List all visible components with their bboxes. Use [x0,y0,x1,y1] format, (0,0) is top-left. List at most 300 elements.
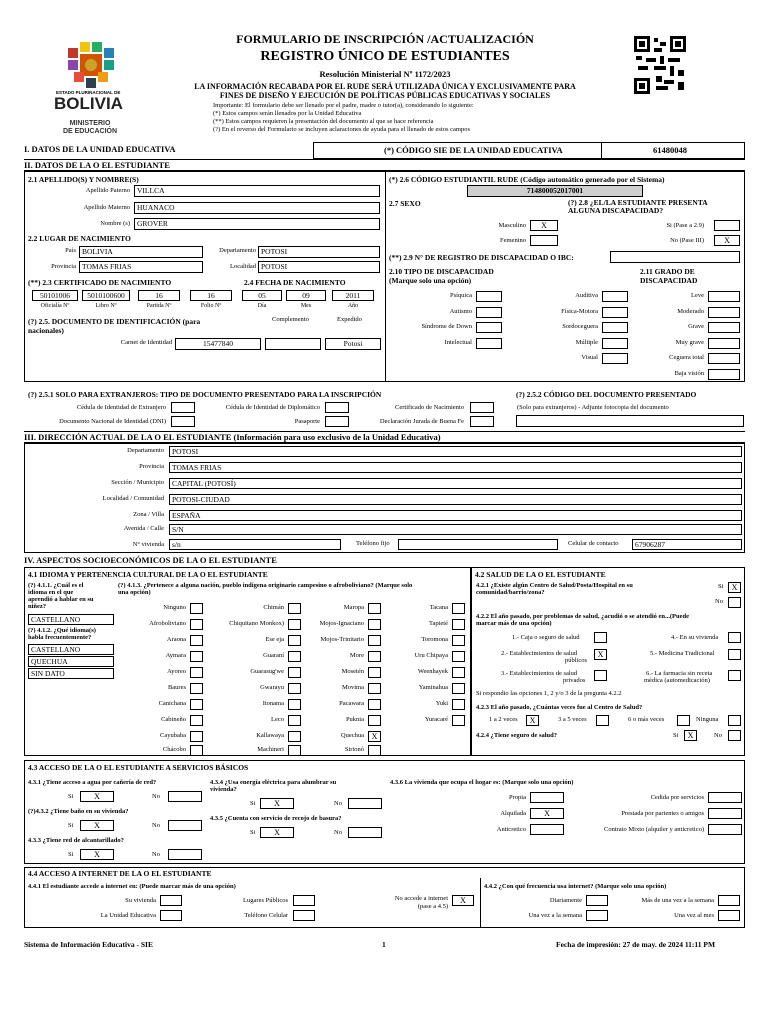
grado-baja-vision: Baja visión [674,370,704,377]
nation-label: Mojos-Ignaciano [319,620,364,627]
si-pase-label: Si (Pase a 2.9) [666,222,704,229]
section-2-divider [385,171,386,382]
nation-label: Maropa [343,604,364,611]
q432-no-checkbox[interactable] [168,820,202,831]
nation-label: Sirionó [344,746,364,753]
logo-ministry-2: DE EDUCACIÓN [62,128,118,135]
nation-label: Tapieté [428,620,448,627]
nation-label: Quechua [340,732,364,739]
note-1: Importante: El formulario debe ser llenado por el padre, madre o tutor(a), considerando lo siguiente: [213,102,474,109]
id-title-2: nacionales) [28,326,64,335]
tipo-down-checkbox[interactable] [476,322,502,333]
ext-code-title: (?) 2.5.2 CÓDIGO DEL DOCUMENTO PRESENTADO [516,390,697,399]
bolivia-coat-of-arms-logo [64,38,120,90]
nation-checkbox[interactable] [368,667,381,678]
freq-semana-checkbox[interactable] [586,910,608,921]
lang-frequent-2[interactable]: QUECHUA [28,656,114,667]
nation-label: Yaminahua [418,684,448,691]
viv-anticretico: Anticretico [496,826,526,833]
tipo-autismo: Autismo [449,308,472,315]
q433-si-checkbox[interactable]: X [80,849,114,860]
q422-opt-6-checkbox[interactable] [728,670,741,681]
ext-dipl-checkbox[interactable] [325,402,349,413]
q433-question: 4.3.3 ¿Tiene red de alcantarillado? [28,837,124,844]
libro-field[interactable]: 5010100600 [82,290,130,301]
ext-dni-label: Documento Nacional de Identidad (DNI) [59,418,166,425]
nation-checkbox[interactable] [452,635,465,646]
grado-baja-vision-checkbox[interactable] [708,369,740,380]
nation-label: Tacana [429,604,448,611]
lang-learned-field[interactable]: CASTELLANO [28,614,114,625]
tipo-sordoceguera-checkbox[interactable] [602,322,628,333]
tipo-title: 2.10 TIPO DE DISCAPACIDAD [389,267,494,276]
materno-field[interactable]: HUANACO [134,202,380,214]
viv-propia: Propia [509,794,526,801]
folio-field[interactable]: 16 [190,290,232,301]
q434-question-2: vivienda? [210,786,237,793]
complemento-label: Complemento [272,316,309,323]
nation-checkbox[interactable] [190,745,203,756]
logo-country: BOLIVIA [54,94,123,113]
nation-checkbox[interactable] [190,651,203,662]
cert-title: (**) 2.3 CERTIFICADO DE NACIMIENTO [28,278,172,287]
q423-opt-4-checkbox[interactable] [728,715,741,726]
nation-label: Ninguno [163,604,186,611]
ext-dipl-label: Cédula de Identidad de Diplomático [225,404,320,411]
id-title: (?) 2.5. DOCUMENTO DE IDENTIFICACIÓN (para [28,317,201,326]
q421-no-label: No [715,598,723,605]
provincia-label: Provincia [51,263,76,270]
q422-opt-2b: públicos [565,657,588,664]
q423-opt-3-checkbox[interactable] [677,715,690,726]
nation-checkbox[interactable] [288,635,301,646]
tipo-visual: Visual [581,354,598,361]
nation-checkbox[interactable] [368,619,381,630]
inet-celular: Teléfono Celular [244,912,288,919]
nation-checkbox[interactable] [190,635,203,646]
nation-label: Baures [167,684,186,691]
q421-no-checkbox[interactable] [728,597,741,608]
inet-publicos: Lugares Públicos [243,897,288,904]
freq-semana: Una vez a la semana [528,912,582,919]
oficialia-caption: Oficialía Nº [40,303,70,309]
q431-si-checkbox[interactable]: X [80,791,114,802]
form-title: FORMULARIO DE INSCRIPCIÓN /ACTUALIZACIÓN [236,32,534,46]
ext-ci-checkbox[interactable] [171,402,195,413]
address-label-0: Departamento [127,447,164,454]
nation-checkbox[interactable] [190,731,203,742]
inet-no-accede-checkbox[interactable]: X [452,895,474,906]
address-field-5[interactable]: S/N [169,524,742,535]
grado-moderado: Moderado [677,308,704,315]
anio-field[interactable]: 2011 [332,290,374,301]
partida-field[interactable]: 16 [138,290,180,301]
freq-mes: Una vez al mes [674,912,714,919]
inet-ue-checkbox[interactable] [160,910,182,921]
q422-opt-1: 1.- Caja o seguro de salud [512,634,580,641]
grado-muy-grave-checkbox[interactable] [708,338,740,349]
q434-si-checkbox[interactable]: X [260,798,294,809]
grado-title-2: DISCAPACIDAD [640,276,698,285]
nation-label: Mojos-Trinitario [320,636,364,643]
lang-frequent-1[interactable]: CASTELLANO [28,644,114,655]
tipo-autismo-checkbox[interactable] [476,307,502,318]
grado-leve: Leve [691,292,704,299]
q411-line-4: niñez? [28,603,47,610]
address-field-0[interactable]: POTOSI [169,446,742,457]
nation-label: Yuki [435,700,448,707]
nation-checkbox[interactable] [452,683,465,694]
grado-grave-checkbox[interactable] [708,322,740,333]
q433-no-label: No [152,851,160,858]
nation-checkbox[interactable] [288,731,301,742]
mes-caption: Mes [300,303,312,309]
freq-mas-semana-checkbox[interactable] [718,895,740,906]
celular-field[interactable]: 67906287 [632,539,742,550]
viv-mixto-checkbox[interactable] [708,824,742,835]
nombres-label: Nombre (s) [100,220,130,227]
nombres-field[interactable]: GROVER [134,218,380,230]
q422-opt-3-checkbox[interactable] [594,670,607,681]
paterno-label: Apellido Paterno [85,187,130,194]
grado-leve-checkbox[interactable] [708,291,740,302]
ext-pasaporte-checkbox[interactable] [325,416,349,427]
q435-question: 4.3.5 ¿Cuenta con servicio de recojo de basura? [210,815,342,822]
q413-line-1: (?) 4.1.3. ¿Pertenece a alguna nación, pueblo indígena originario campesino o afroboliviano? (Marque solo [118,582,413,589]
inet-no-accede-2: (pase a 4.5) [417,903,448,910]
inet-vivienda: Su vivienda [125,897,156,904]
q422-opt-4: 4.- En su vivienda [671,634,719,641]
q422-opt-4-checkbox[interactable] [728,632,741,643]
nation-label: Puknia [345,716,364,723]
depto-label: Departamento [219,247,256,254]
birthdate-title: 2.4 FECHA DE NACIMIENTO [244,278,346,287]
ext-ci-label: Cédula de Identidad de Extranjero [76,404,166,411]
q424-no-label: No [714,732,722,739]
nation-checkbox[interactable] [368,745,381,756]
nation-label: Toromona [421,636,448,643]
disc-question: (?) 2.8 ¿EL/LA ESTUDIANTE PRESENTA [568,198,708,207]
nation-label: Gwarayu [260,684,284,691]
resolution: Resolución Ministerial Nº 1172/2023 [319,69,451,79]
nation-checkbox[interactable] [288,667,301,678]
telefono-field[interactable] [398,539,558,550]
dia-field[interactable]: 05 [242,290,282,301]
lang-frequent-3[interactable]: SIN DATO [28,668,114,679]
tipo-subtitle: (Marque solo una opción) [389,276,472,285]
viv-prestada: Prestada por parientes o amigos [621,810,704,817]
address-field-2[interactable]: CAPITAL (POTOSÍ) [169,478,742,489]
nation-label: Weenhayek [417,668,448,675]
note-2: (*) Estos campos serán llenados por la Unidad Educativa [213,110,362,117]
provincia-field[interactable]: TOMAS FRIAS [79,261,203,273]
tipo-down: Síndrome de Down [421,323,472,330]
ext-cert-checkbox[interactable] [470,402,494,413]
ext-jurada-checkbox[interactable] [470,416,494,427]
q423-question: 4.2.3 El año pasado, ¿Cuántas veces fue al Centro de Salud? [476,704,643,711]
celular-label: Celular de contacto [568,540,619,547]
q411-line-3: aprendió a hablar en su [28,596,94,603]
q422-opt-2-checkbox[interactable]: X [594,649,607,660]
complemento-field[interactable] [265,338,321,350]
q422-line-2: marcar más de una opción) [476,620,552,627]
nation-checkbox[interactable] [452,619,465,630]
grado-ceguera-checkbox[interactable] [708,353,740,364]
nation-checkbox[interactable] [190,667,203,678]
mes-field[interactable]: 09 [286,290,326,301]
nation-label: Pacawara [339,700,364,707]
q424-si-label: Si [673,732,679,739]
nation-checkbox[interactable] [190,619,203,630]
logo-country-small: ESTADO PLURINACIONAL DE [56,90,121,95]
tipo-multiple: Múltiple [575,339,598,346]
nation-checkbox[interactable] [452,699,465,710]
viv-cedida-checkbox[interactable] [708,792,742,803]
q435-si-checkbox[interactable]: X [260,827,294,838]
depto-field[interactable]: POTOSI [258,246,380,258]
masculino-checkbox[interactable]: X [530,220,558,231]
birthplace-title: 2.2 LUGAR DE NACIMIENTO [28,234,131,243]
freq-diario-checkbox[interactable] [586,895,608,906]
q434-no-checkbox[interactable] [348,798,382,809]
nation-label: Chimán [263,604,284,611]
q421-line-1: 4.2.1 ¿Existe algún Centro de Salud/Posta/Hospital en su [476,582,633,589]
q436-question: 4.3.6 La vivienda que ocupa el hogar es: (Marque solo una opción) [390,779,574,786]
nation-checkbox[interactable] [288,715,301,726]
nation-checkbox[interactable] [190,603,203,614]
freq-mes-checkbox[interactable] [718,910,740,921]
nation-label: Chiquitano Monkox) [229,620,284,627]
tipo-intelectual-checkbox[interactable] [476,338,502,349]
q421-si-checkbox[interactable]: X [728,582,741,593]
note-3: (**) Estos campos requieren la presentación del documento al que se hace referencia [213,118,434,125]
tipo-fisica-checkbox[interactable] [602,307,628,318]
q421-line-2: comunidad/barrio/zona? [476,589,545,596]
q441-question: 4.4.1 El estudiante accede a internet en: (Puede marcar más de una opción) [28,883,236,890]
idioma-title: 4.1 IDIOMA Y PERTENENCIA CULTURAL DE LA O EL ESTUDIANTE [28,570,268,579]
nation-label: Kallawaya [256,732,284,739]
oficialia-field[interactable]: 50101006 [32,290,78,301]
nation-label: Machineri [257,746,284,753]
info-line-2: FINES DE DISEÑO Y EJECUCIÓN DE POLÍTICAS PÚBLICAS EDUCATIVAS Y SOCIALES [219,91,551,100]
nro-vivienda-label: N° vivienda [132,541,164,548]
q431-si-label: Si [68,793,74,800]
paterno-field[interactable]: VILLCA [134,185,380,197]
sie-value: 61480048 [653,145,687,155]
q422-opt-1-checkbox[interactable] [594,632,607,643]
nation-checkbox[interactable] [190,699,203,710]
folio-caption: Folio Nº [200,303,222,309]
femenino-label: Femenino [500,237,526,244]
footer-page: 1 [382,940,386,949]
freq-diario: Diariamente [549,897,582,904]
ibc-field[interactable] [610,251,740,263]
tipo-visual-checkbox[interactable] [602,353,628,364]
nation-checkbox[interactable] [368,635,381,646]
nation-label: Cayubaba [160,732,186,739]
tipo-psiquica: Psíquica [449,292,472,299]
q413-line-2: una opción) [118,589,151,596]
ibc-title: (**) 2.9 N° DE REGISTRO DE DISCAPACIDAD O IBC: [389,253,574,262]
viv-prestada-checkbox[interactable] [708,808,742,819]
note-4: (?) En el reverso del Formulario se incluyen aclaraciones de ayuda para el llenado de estos campos [213,126,471,133]
q423-opt-4: Ninguna [696,716,719,723]
address-field-4[interactable]: ESPAÑA [169,510,742,521]
no-pase-checkbox[interactable]: X [714,235,740,246]
materno-label: Apellido Materno [83,204,130,211]
nation-label: Uru Chipaya [414,652,448,659]
nation-checkbox[interactable] [288,683,301,694]
q412-line-1: (?) 4.1.2. ¿Qué idioma(s) [28,627,96,634]
nation-checkbox[interactable] [288,619,301,630]
nation-label: Canichana [158,700,186,707]
grado-moderado-checkbox[interactable] [708,307,740,318]
viv-mixto: Contrato Mixto (alquiler y anticretico) [604,826,704,833]
q422-opt-6b: médica (automedicación) [644,677,710,684]
address-label-1: Provincia [139,463,164,470]
carnet-field[interactable]: 15477840 [175,338,261,350]
ext-code-field[interactable] [516,415,744,427]
nro-vivienda-field[interactable]: s/n [169,539,341,550]
nation-label: Leco [271,716,284,723]
ext-dni-checkbox[interactable] [171,416,195,427]
address-label-5: Avenida / Calle [123,525,164,532]
q431-no-label: No [152,793,160,800]
nation-label: Mosetén [341,668,364,675]
q422-opt-6: 6.- La farmacia sin receta [646,670,713,677]
masculino-label: Masculino [498,222,526,229]
q435-no-checkbox[interactable] [348,827,382,838]
inet-vivienda-checkbox[interactable] [160,895,182,906]
internet-divider [480,878,481,928]
address-field-1[interactable]: TOMAS FRIAS [169,462,742,473]
nation-label: Ese eja [265,636,284,643]
nation-checkbox[interactable]: X [368,731,381,742]
q431-question: 4.3.1 ¿Tiene acceso a agua por cañería de red? [28,779,157,786]
nation-checkbox[interactable] [190,683,203,694]
q422-line-1: 4.2.2 El año pasado, por problemas de salud, ¿acudió o se atendió en...(Puede [476,613,690,620]
q424-si-checkbox[interactable]: X [684,730,697,741]
ext-code-note: (Solo para extranjeros) - Adjunte fotocopia del documento [517,404,669,411]
q435-no-label: No [334,829,342,836]
ext-jurada-label: Declaración Jurada de Buena Fe [379,418,464,425]
nation-label: Itonama [262,700,284,707]
nation-checkbox[interactable] [368,715,381,726]
femenino-checkbox[interactable] [530,235,558,246]
viv-alquilada-checkbox[interactable]: X [530,808,564,819]
grado-muy-grave: Muy grave [675,339,704,346]
libro-caption: Libro Nº [95,303,117,309]
q424-no-checkbox[interactable] [728,730,741,741]
tipo-auditiva-checkbox[interactable] [602,291,628,302]
partida-caption: Partida Nº [146,303,172,309]
address-field-3[interactable]: POTOSI-CIUDAD [169,494,742,505]
pais-field[interactable]: BOLIVIA [79,246,203,258]
nation-checkbox[interactable] [368,699,381,710]
nation-checkbox[interactable] [368,683,381,694]
inet-publicos-checkbox[interactable] [293,895,315,906]
q433-si-label: Si [68,851,74,858]
viv-propia-checkbox[interactable] [530,792,564,803]
nation-checkbox[interactable] [190,715,203,726]
viv-cedida: Cedida por servicios [650,794,704,801]
nation-checkbox[interactable] [452,651,465,662]
q411-line-1: (?) 4.1.1. ¿Cuál es el [28,582,84,589]
q422-opt-5-checkbox[interactable] [728,649,741,660]
q433-no-checkbox[interactable] [168,849,202,860]
nation-checkbox[interactable] [288,745,301,756]
tipo-sordoceguera: Sordoceguera [562,323,598,330]
nation-checkbox[interactable] [368,603,381,614]
section-4-title: IV. ASPECTOS SOCIOECONÓMICOS DE LA O EL ESTUDIANTE [24,555,277,565]
q422-opt-5: 5.- Medicina Tradicional [650,650,715,657]
inet-celular-checkbox[interactable] [293,910,315,921]
qr-code-icon [634,36,686,94]
q422-opt-3: 3.- Establecimientos de salud [501,670,578,677]
q412-line-2: habla frecuentemente? [28,634,92,641]
q432-si-label: Si [68,822,74,829]
grado-ceguera: Ceguera total [669,354,704,361]
salud-title: 4.2 SALUD DE LA O EL ESTUDIANTE [475,570,606,579]
rude-title: (*) 2.6 CÓDIGO ESTUDIANTIL RUDE (Código automático generado por el Sistema) [389,175,665,184]
nation-label: Guarasug'we [250,668,284,675]
footer-date: Fecha de impresión: 27 de may. de 2024 11:11 PM [556,940,716,949]
expedido-field[interactable]: Potosi [325,338,381,350]
anio-caption: Año [347,303,359,309]
info-line-1: LA INFORMACIÓN RECABADA POR EL RUDE SERÁ UTILIZADA ÚNICA Y EXCLUSIVAMENTE PARA [194,82,576,91]
nation-checkbox[interactable] [452,667,465,678]
tipo-intelectual: Intelectual [444,339,472,346]
nation-label: Cabineño [161,716,186,723]
viv-anticretico-checkbox[interactable] [530,824,564,835]
expedido-label: Expedido [337,316,362,323]
nation-label: Afroboliviano [149,620,186,627]
form-title-main: REGISTRO ÚNICO DE ESTUDIANTES [260,49,510,64]
ext-title: (?) 2.5.1 SOLO PARA EXTRANJEROS: TIPO DE DOCUMENTO PRESENTADO PARA LA INSCRIPCIÓN [28,390,382,399]
address-label-3: Localidad / Comunidad [102,495,164,502]
inet-ue: La Unidad Educativa [100,912,156,919]
nation-checkbox[interactable] [288,699,301,710]
tipo-psiquica-checkbox[interactable] [476,291,502,302]
grado-grave: Grave [688,323,704,330]
nation-checkbox[interactable] [368,651,381,662]
servicios-title: 4.3 ACCESO DE LA O EL ESTUDIANTE A SERVICIOS BÁSICOS [28,763,249,772]
section-3-title: III. DIRECCIÓN ACTUAL DE LA O EL ESTUDIANTE (Información para uso exclusivo de la Unidad Educativa) [24,432,441,442]
footer-system: Sistema de Información Educativa - SIE [24,940,153,949]
si-pase-checkbox[interactable] [714,220,740,231]
q434-question: 4.3.4 ¿Usa energía eléctrica para alumbrar su [210,779,337,786]
nation-checkbox[interactable] [452,603,465,614]
q431-no-checkbox[interactable] [168,791,202,802]
localidad-field[interactable]: POTOSI [258,261,380,273]
logo-ministry-1: MINISTERIO [69,120,111,127]
tipo-auditiva: Auditiva [575,292,598,299]
q423-opt-1-checkbox[interactable]: X [526,715,539,726]
nation-label: More [349,652,364,659]
q423-opt-2-checkbox[interactable] [596,715,609,726]
grado-title: 2.11 GRADO DE [640,267,695,276]
rude-field: 714800052017001 [467,185,643,197]
nation-checkbox[interactable] [288,603,301,614]
tipo-multiple-checkbox[interactable] [602,338,628,349]
disc-question-2: ALGUNA DISCAPACIDAD? [568,206,664,215]
nation-checkbox[interactable] [452,715,465,726]
q432-si-checkbox[interactable]: X [80,820,114,831]
viv-alquilada: Alquilada [500,810,526,817]
q422-opt-2: 2.- Establecimientos de salud [501,650,578,657]
nation-checkbox[interactable] [288,651,301,662]
address-label-2: Sección / Municipio [111,479,164,486]
